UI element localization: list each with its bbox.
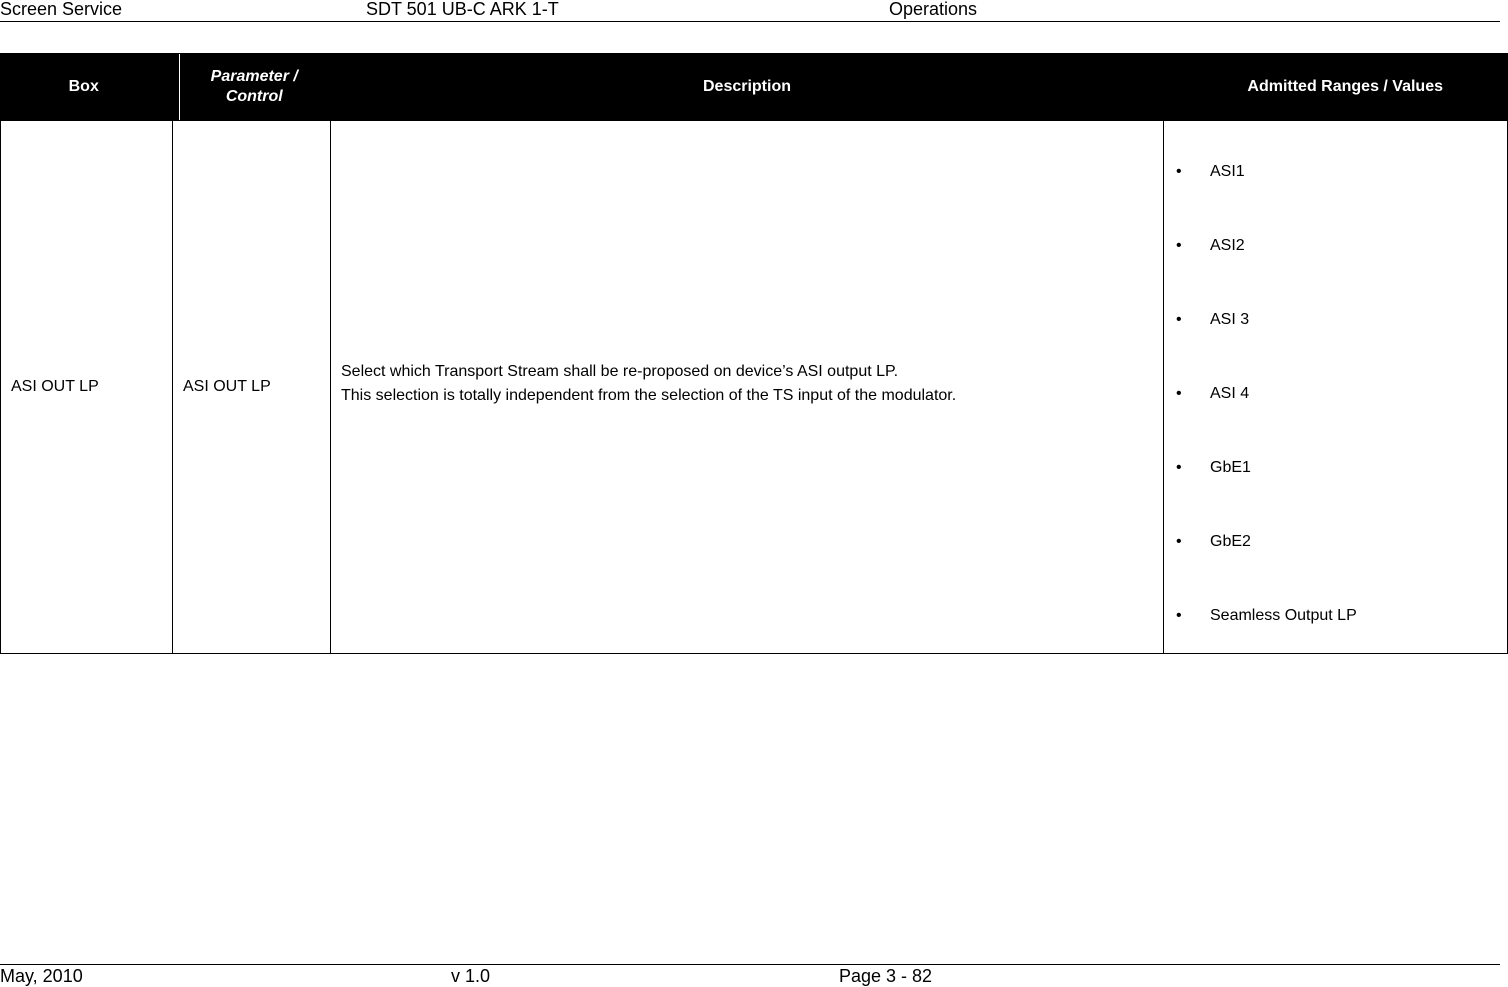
table-header-row [1, 54, 1508, 121]
list-item [1174, 431, 1507, 505]
header-rule [0, 21, 1500, 22]
footer-rule [0, 964, 1500, 965]
bullet-icon: • [1176, 459, 1182, 476]
values-list [1174, 135, 1507, 653]
bullet-icon: • [1176, 533, 1182, 550]
list-item [1174, 579, 1507, 653]
description-line-2: This selection is totally independent from the selection of the TS input of the modulator. [341, 387, 957, 404]
column-header-box: Box [1, 54, 173, 121]
column-header-ranges: Admitted Ranges / Values [1164, 54, 1508, 121]
cell-parameter: ASI OUT LP [173, 121, 331, 654]
header-section: Operations [889, 0, 978, 19]
value-label: GbE2 [1210, 533, 1251, 550]
bullet-icon: • [1176, 311, 1182, 328]
column-header-parameter-line1: Parameter / [210, 68, 298, 85]
footer-version: v 1.0 [451, 966, 491, 986]
list-item [1174, 135, 1507, 209]
header-left: Screen Service [0, 0, 123, 19]
footer-date: May, 2010 [0, 966, 83, 986]
cell-description [331, 121, 1164, 654]
bullet-icon: • [1176, 385, 1182, 402]
list-item [1174, 505, 1507, 579]
parameter-table [0, 53, 1508, 654]
footer-page-number: Page 3 - 82 [839, 966, 933, 986]
value-label: ASI 4 [1210, 385, 1250, 402]
value-label: ASI2 [1210, 237, 1245, 254]
table-row [1, 121, 1508, 654]
cell-box: ASI OUT LP [1, 121, 173, 654]
bullet-icon: • [1176, 237, 1182, 254]
value-label: Seamless Output LP [1210, 607, 1357, 624]
description-line-1: Select which Transport Stream shall be re-proposed on device’s ASI output LP. [341, 363, 899, 380]
value-label: ASI1 [1210, 163, 1245, 180]
bullet-icon: • [1176, 607, 1182, 624]
list-item [1174, 283, 1507, 357]
list-item [1174, 357, 1507, 431]
column-header-parameter-line2: Control [225, 88, 283, 105]
column-header-description: Description [331, 54, 1164, 121]
value-label: ASI 3 [1210, 311, 1250, 328]
bullet-icon: • [1176, 163, 1182, 180]
value-label: GbE1 [1210, 459, 1251, 476]
list-item [1174, 209, 1507, 283]
header-document-id: SDT 501 UB-C ARK 1-T [366, 0, 559, 19]
column-header-parameter [173, 54, 331, 121]
cell-values [1164, 121, 1508, 654]
